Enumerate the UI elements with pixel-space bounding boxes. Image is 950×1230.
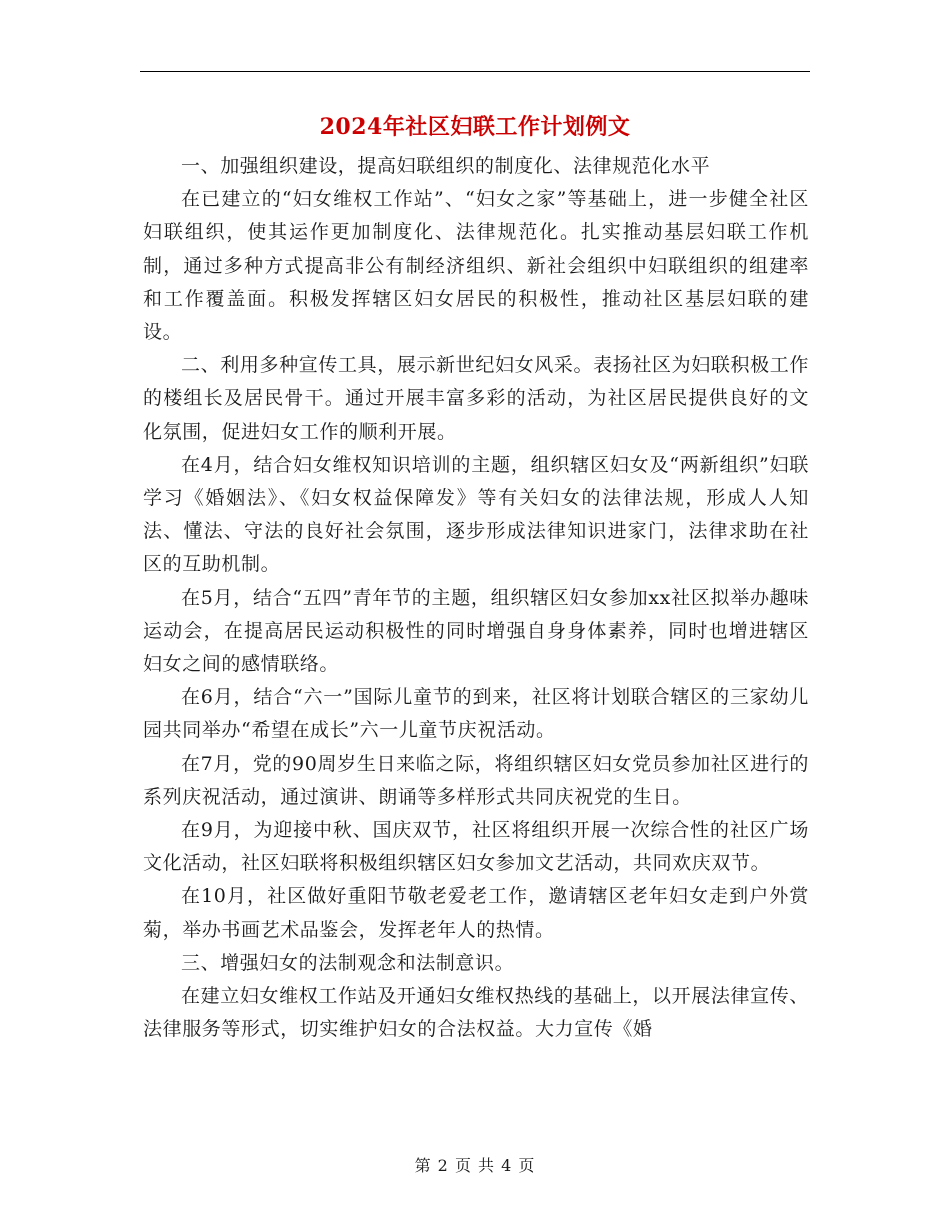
body-paragraph: 在已建立的“妇女维权工作站”、“妇女之家”等基础上，进一步健全社区妇联组织，使其运作更加制度化、法律规范化。扎实推动基层妇联工作机制，通过多种方式提高非公有制经济组织、新社会组织中妇联组织的组建率和工作覆盖面。积极发挥辖区妇女居民的积极性，推动社区基层妇联的建设。 <box>143 188 809 344</box>
document-title: 2024年社区妇联工作计划例文 <box>319 114 631 140</box>
section-heading-1: 一、加强组织建设，提高妇联组织的制度化、法律规范化水平 <box>181 155 711 177</box>
section-heading-3: 三、增强妇女的法制观念和法制意识。 <box>181 951 515 974</box>
body-paragraph-september: 在9月，为迎接中秋、国庆双节，社区将组织开展一次综合性的社区广场文化活动，社区妇联将积极组织辖区妇女参加文艺活动，共同欢庆双节。 <box>143 819 809 875</box>
body-paragraph-july: 在7月，党的90周岁生日来临之际，将组织辖区妇女党员参加社区进行的系列庆祝活动，通过演讲、朗诵等多样形式共同庆祝党的生日。 <box>143 752 809 808</box>
header-rule <box>140 71 810 72</box>
document-body <box>143 150 809 1046</box>
body-paragraph-april: 在4月，结合妇女维权知识培训的主题，组织辖区妇女及“两新组织”妇联学习《婚姻法》、《妇女权益保障发》等有关妇女的法律法规，形成人人知法、懂法、守法的良好社会氛围，逐步形成法律知识进家门，法律求助在社区的互助机制。 <box>143 453 809 576</box>
body-paragraph-may: 在5月，结合“五四”青年节的主题，组织辖区妇女参加xx社区拟举办趣味运动会，在提高居民运动积极性的同时增强自身身体素养，同时也增进辖区妇女之间的感情联络。 <box>143 586 809 676</box>
section-heading-2: 二、利用多种宣传工具，展示新世纪妇女风采。表扬社区为妇联积极工作的楼组长及居民骨干。通过开展丰富多彩的活动，为社区居民提供良好的文化氛围，促进妇女工作的顺利开展。 <box>143 354 809 443</box>
body-paragraph-june: 在6月，结合“六一”国际儿童节的到来，社区将计划联合辖区的三家幼儿园共同举办“希望在成长”六一儿童节庆祝活动。 <box>143 686 809 742</box>
body-paragraph-october: 在10月，社区做好重阳节敬老爱老工作，邀请辖区老年妇女走到户外赏菊，举办书画艺术品鉴会，发挥老年人的热情。 <box>143 885 809 941</box>
page-number-footer: 第 2 页 共 4 页 <box>414 1156 536 1175</box>
body-paragraph: 在建立妇女维权工作站及开通妇女维权热线的基础上，以开展法律宣传、法律服务等形式，切实维护妇女的合法权益。大力宣传《婚 <box>143 985 809 1041</box>
